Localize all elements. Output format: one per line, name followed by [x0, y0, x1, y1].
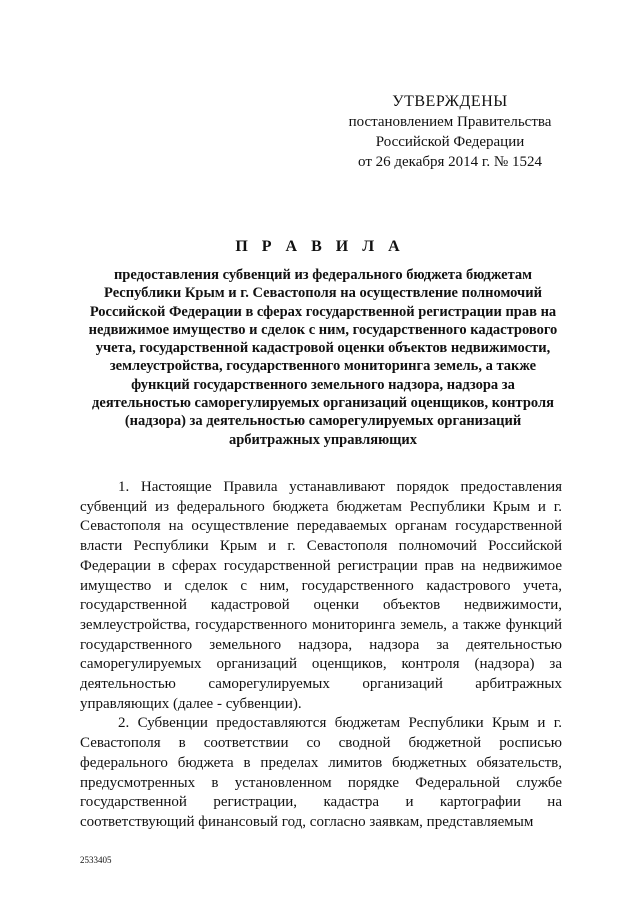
paragraph-1: 1. Настоящие Правила устанавливают порядок предоставления субвенций из федерального бюджета бюджетам Республики Крым и г. Севастополя на осуществление передаваемых органам государственной власти Республики Крым и г. Севастополя полномочий Российской Федерации в сферах государственной регистрации прав на недвижимое имущество и сделок с ним, государственного кадастрового учета, государственной кадастровой оценки объектов недвижимости, землеустройства, государственного мониторинга земель, а также функций государственного земельного надзора, надзора за деятельностью саморегулируемых организаций оценщиков, контроля (надзора) за деятельностью саморегулируемых организаций арбитражных управляющих (далее - субвенции). — [80, 479, 562, 712]
document-number: 2533405 — [80, 855, 112, 865]
document-subtitle: предоставления субвенций из федерального бюджета бюджетам Республики Крым и г. Севастополя на осуществление полномочий Российской Федерации в сферах государственной регистрации прав на недвижимое имущество и сделок с ним, государственного кадастрового учета, государственной кадастровой оценки объектов недвижимости, землеустройства, государственного мониторинга земель, а также функций государственного земельного надзора, надзора за деятельностью саморегулируемых организаций оценщиков, контроля (надзора) за деятельностью саморегулируемых организаций арбитражных управляющих — [88, 267, 558, 448]
document-body — [80, 478, 562, 833]
approval-date-line: от 26 декабря 2014 г. № 1524 — [358, 154, 542, 170]
approval-line-2: Российской Федерации — [375, 134, 525, 150]
approval-block — [330, 92, 570, 172]
paragraph-2: 2. Субвенции предоставляются бюджетам Республики Крым и г. Севастополя в соответствии со сводной бюджетной росписью федерального бюджета в пределах лимитов бюджетных обязательств, предусмотренных в установленном порядке Федеральной службе государственной регистрации, кадастра и картографии на соответствующий финансовый год, согласно заявкам, представляемым — [80, 715, 562, 830]
approval-heading: УТВЕРЖДЕНЫ — [392, 93, 508, 110]
approval-line-1: постановлением Правительства — [348, 114, 552, 130]
document-title: П Р А В И Л А — [235, 238, 405, 255]
